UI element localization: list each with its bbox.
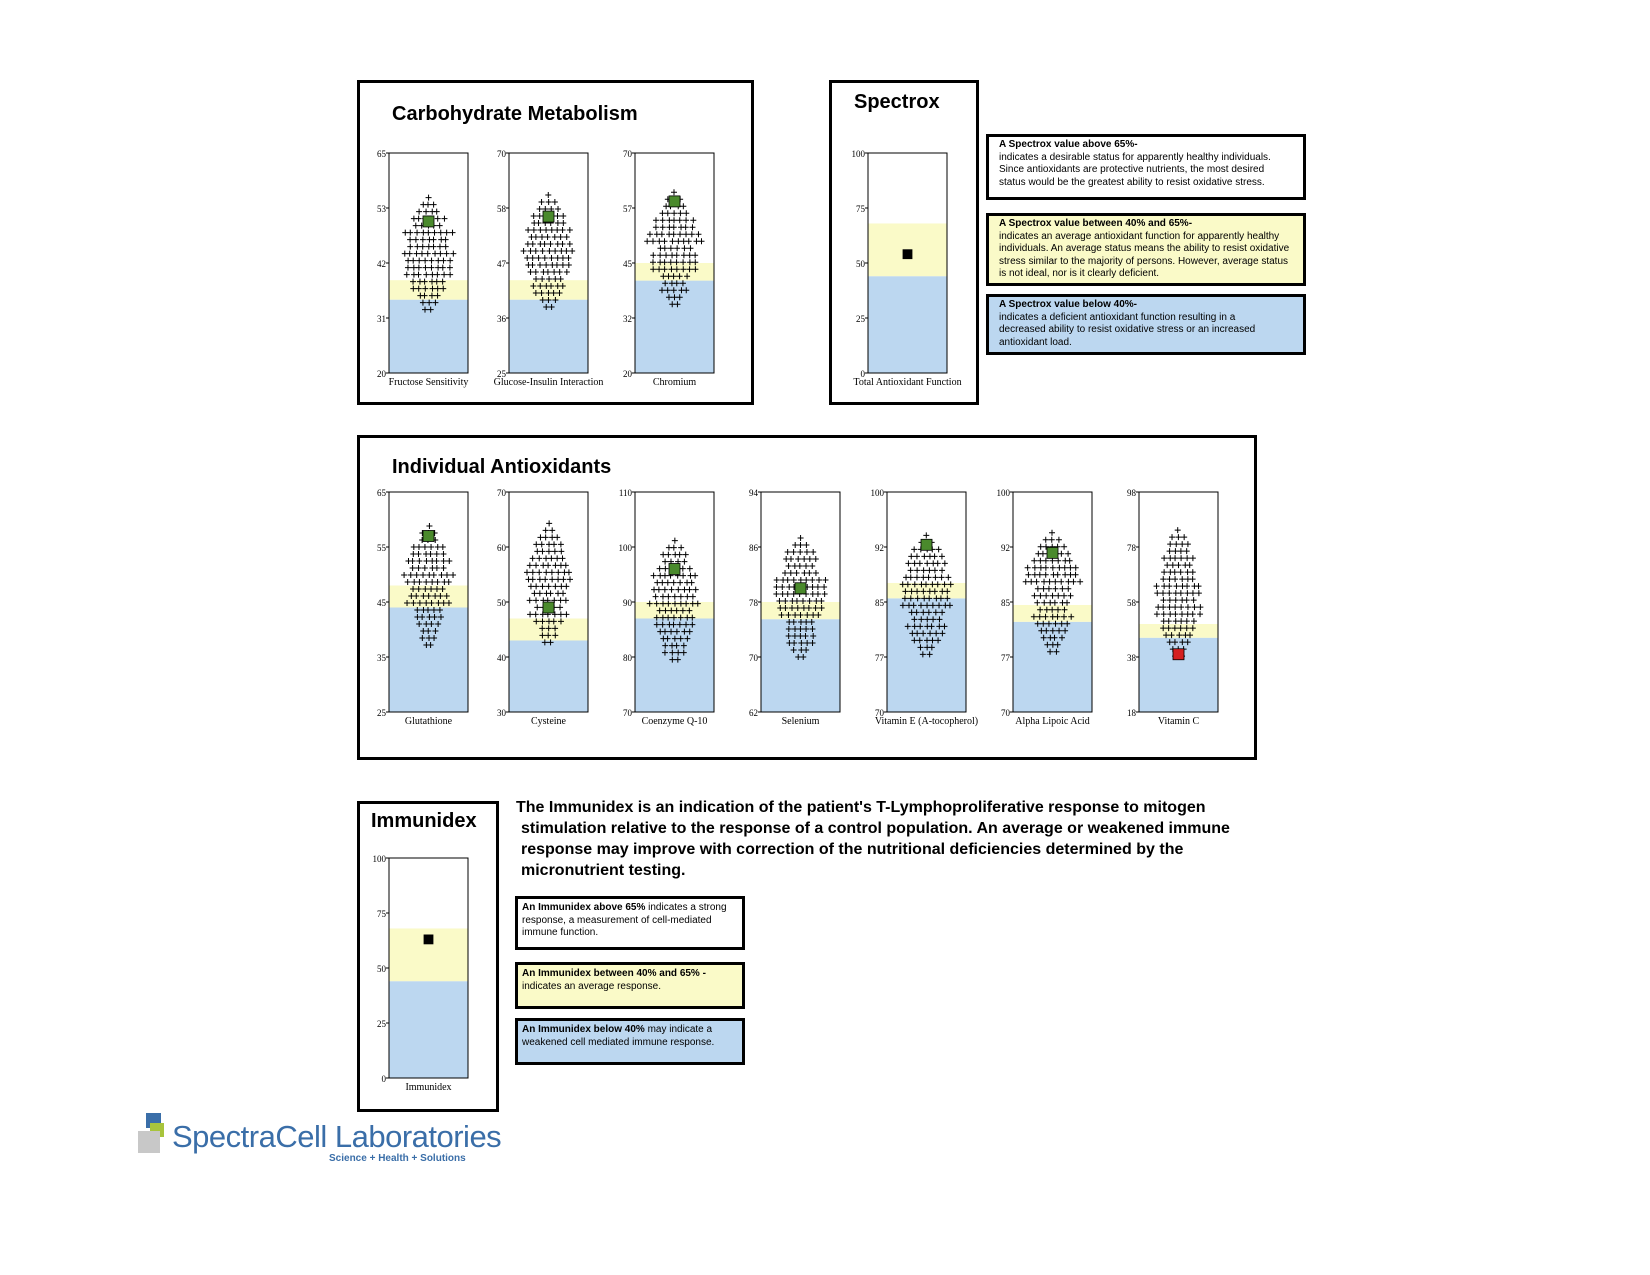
cysteine-tick-label: 40 xyxy=(497,653,506,663)
spectrox-panel xyxy=(829,80,979,405)
vitamin-c-axis-label: Vitamin C xyxy=(1157,716,1200,727)
glutathione-tick-label: 35 xyxy=(377,653,386,663)
carbohydrate-panel xyxy=(357,80,754,405)
immunidex-tick-label: 0 xyxy=(381,1074,386,1084)
vitamin-c-tick-label: 38 xyxy=(1127,653,1136,663)
spectrox-legend-low xyxy=(986,294,1306,355)
vitamin-c-tick-label: 58 xyxy=(1127,598,1136,608)
spectrox-title: Spectrox xyxy=(854,91,940,113)
total-antioxidant-function-tick-label: 25 xyxy=(856,314,865,324)
immunidex-tick-label: 25 xyxy=(377,1019,386,1029)
vitamin-c-tick-label: 18 xyxy=(1127,708,1136,718)
vitamin-e-a-tocopherol-tick-label: 70 xyxy=(875,708,884,718)
spectrox-legend-mid xyxy=(986,213,1306,286)
antioxidants-panel xyxy=(357,435,1257,760)
total-antioxidant-function-tick-label: 100 xyxy=(851,149,865,159)
spectrox-legend-high xyxy=(986,134,1306,200)
spectrox-legend-low-heading: A Spectrox value below 40%- xyxy=(999,299,1138,310)
glucose-insulin-interaction-tick-label: 25 xyxy=(497,369,506,379)
spectrox-legend-mid-text: indicates an average antioxidant function for apparently healthy individuals. An average status means the ability to resist oxidative stress similar to the majority of persons. However, average status is not ideal, nor is it clearly deficient. xyxy=(999,230,1290,279)
logo-mark-icon xyxy=(138,1113,168,1158)
spectrox-legend-low-text: indicates a deficient antioxidant function resulting in a decreased ability to resist oxidative stress or an increased antioxidant load. xyxy=(999,311,1256,348)
immunidex-legend-high xyxy=(515,896,745,950)
chromium-tick-label: 70 xyxy=(623,149,632,159)
logo-tagline: Science + Health + Solutions xyxy=(329,1153,466,1164)
vitamin-e-a-tocopherol-axis-label: Vitamin E (A-tocopherol) xyxy=(874,716,979,727)
fructose-sensitivity-tick-label: 42 xyxy=(377,259,386,269)
cysteine-tick-label: 30 xyxy=(497,708,506,718)
immunidex-legend-high-bold: An Immunidex above 65% xyxy=(522,902,646,913)
immunidex-legend-mid xyxy=(515,962,745,1009)
cysteine-tick-label: 50 xyxy=(497,598,506,608)
chromium-tick-label: 57 xyxy=(623,204,632,214)
glutathione-tick-label: 65 xyxy=(377,488,386,498)
immunidex-legend-high-text: indicates a strong response, a measurement of cell-mediated immune function. xyxy=(522,902,727,938)
alpha-lipoic-acid-axis-label: Alpha Lipoic Acid xyxy=(1015,716,1090,727)
chromium-tick-label: 45 xyxy=(623,259,632,269)
selenium-tick-label: 78 xyxy=(749,598,758,608)
spectrox-legend-high-text: indicates a desirable status for apparently healthy individuals. Since antioxidants are protective nutrients, the most desired status would be the greatest ability to resist oxidative stress. xyxy=(999,151,1271,188)
cysteine-axis-label: Cysteine xyxy=(531,716,566,727)
glucose-insulin-interaction-axis-label: Glucose-Insulin Interaction xyxy=(493,377,604,388)
alpha-lipoic-acid-tick-label: 70 xyxy=(1001,708,1010,718)
antioxidants-title: Individual Antioxidants xyxy=(392,456,612,478)
immunidex-description: The Immunidex is an indication of the patient's T-Lymphoproliferative response to mitogen stimulation relative to the response of a control population. An average or weakened immune response may improve with correction of the nutritional deficiencies determined by the micronutrient testing. xyxy=(516,799,1230,879)
chromium-axis-label: Chromium xyxy=(652,377,697,388)
vitamin-e-a-tocopherol-tick-label: 92 xyxy=(875,543,884,553)
spectrox-legend-high-heading: A Spectrox value above 65%- xyxy=(999,139,1138,150)
glucose-insulin-interaction-tick-label: 58 xyxy=(497,204,506,214)
total-antioxidant-function-tick-label: 75 xyxy=(856,204,865,214)
alpha-lipoic-acid-tick-label: 100 xyxy=(996,488,1010,498)
vitamin-c-tick-label: 78 xyxy=(1127,543,1136,553)
chromium-tick-label: 20 xyxy=(623,369,632,379)
glucose-insulin-interaction-tick-label: 36 xyxy=(497,314,506,324)
immunidex-tick-label: 50 xyxy=(377,964,386,974)
vitamin-e-a-tocopherol-tick-label: 85 xyxy=(875,598,884,608)
immunidex-legend-low-bold: An Immunidex below 40% xyxy=(522,1024,645,1035)
immunidex-axis-label: Immunidex xyxy=(405,1082,452,1093)
carbohydrate-title: Carbohydrate Metabolism xyxy=(392,103,638,125)
total-antioxidant-function-axis-label: Total Antioxidant Function xyxy=(853,377,962,388)
immunidex-tick-label: 100 xyxy=(372,854,386,864)
glutathione-tick-label: 55 xyxy=(377,543,386,553)
cysteine-tick-label: 60 xyxy=(497,543,506,553)
coenzyme-q-10-tick-label: 90 xyxy=(623,598,632,608)
vitamin-e-a-tocopherol-tick-label: 100 xyxy=(870,488,884,498)
coenzyme-q-10-axis-label: Coenzyme Q-10 xyxy=(641,716,708,727)
spectrox-legend-mid-heading: A Spectrox value between 40% and 65%- xyxy=(999,218,1193,229)
cysteine-tick-label: 70 xyxy=(497,488,506,498)
immunidex-legend-mid-text: indicates an average response. xyxy=(522,980,661,992)
glucose-insulin-interaction-tick-label: 47 xyxy=(497,259,506,269)
chromium-tick-label: 32 xyxy=(623,314,632,324)
immunidex-legend-mid-bold: An Immunidex between 40% and 65% - xyxy=(522,968,706,979)
selenium-tick-label: 70 xyxy=(749,653,758,663)
fructose-sensitivity-tick-label: 31 xyxy=(377,314,386,324)
selenium-tick-label: 94 xyxy=(749,488,758,498)
vitamin-e-a-tocopherol-tick-label: 77 xyxy=(875,653,884,663)
selenium-tick-label: 86 xyxy=(749,543,758,553)
alpha-lipoic-acid-tick-label: 85 xyxy=(1001,598,1010,608)
immunidex-panel xyxy=(357,801,499,1112)
selenium-axis-label: Selenium xyxy=(781,716,820,727)
immunidex-title: Immunidex xyxy=(371,810,477,832)
immunidex-legend-low xyxy=(515,1018,745,1065)
coenzyme-q-10-tick-label: 70 xyxy=(623,708,632,718)
fructose-sensitivity-tick-label: 65 xyxy=(377,149,386,159)
alpha-lipoic-acid-tick-label: 77 xyxy=(1001,653,1010,663)
alpha-lipoic-acid-tick-label: 92 xyxy=(1001,543,1010,553)
glutathione-axis-label: Glutathione xyxy=(404,716,453,727)
selenium-tick-label: 62 xyxy=(749,708,758,718)
glucose-insulin-interaction-tick-label: 70 xyxy=(497,149,506,159)
immunidex-tick-label: 75 xyxy=(377,909,386,919)
glutathione-tick-label: 25 xyxy=(377,708,386,718)
total-antioxidant-function-tick-label: 0 xyxy=(860,369,865,379)
logo-name: SpectraCell Laboratories xyxy=(172,1119,502,1154)
glutathione-tick-label: 45 xyxy=(377,598,386,608)
coenzyme-q-10-tick-label: 100 xyxy=(618,543,632,553)
coenzyme-q-10-tick-label: 80 xyxy=(623,653,632,663)
vitamin-c-tick-label: 98 xyxy=(1127,488,1136,498)
fructose-sensitivity-axis-label: Fructose Sensitivity xyxy=(388,377,469,388)
coenzyme-q-10-tick-label: 110 xyxy=(618,488,632,498)
total-antioxidant-function-tick-label: 50 xyxy=(856,259,865,269)
fructose-sensitivity-tick-label: 20 xyxy=(377,369,386,379)
fructose-sensitivity-tick-label: 53 xyxy=(377,204,386,214)
immunidex-legend-low-text: may indicate a weakened cell mediated immune response. xyxy=(522,1024,715,1048)
